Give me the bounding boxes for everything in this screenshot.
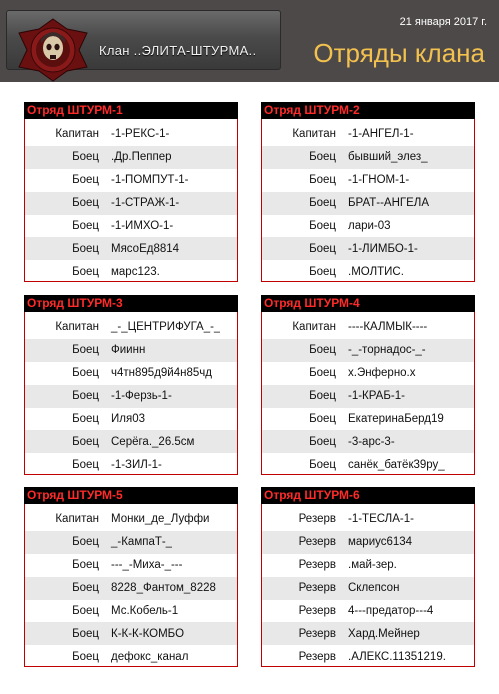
member-role: Боец	[72, 344, 99, 357]
page-header	[0, 0, 499, 82]
member-name: Серёга._26.5см	[111, 435, 195, 448]
member-name: .Др.Пеппер	[111, 151, 172, 164]
member-name: -_-торнадос-_-	[348, 344, 426, 357]
member-name: х.Энферно.х	[348, 367, 416, 380]
member-name: ---_-Миха-_---	[111, 559, 183, 572]
member-row	[262, 577, 474, 600]
member-role: Боец	[72, 151, 99, 164]
member-role: Боец	[72, 458, 99, 471]
member-row	[262, 316, 474, 339]
member-name: .АЛЕКС.11351219.	[348, 650, 446, 663]
member-name: Склепсон	[348, 582, 400, 595]
member-row	[25, 645, 237, 668]
member-row	[25, 237, 237, 260]
member-role: Боец	[309, 220, 336, 232]
member-row	[262, 237, 474, 260]
member-row	[262, 260, 474, 283]
member-role: Боец	[72, 242, 99, 255]
member-name: мариус6134	[348, 536, 413, 549]
squad-title: Отряд ШТУРМ-1	[24, 102, 238, 119]
member-role: Боец	[72, 390, 99, 403]
member-row	[25, 146, 237, 169]
member-role: Боец	[309, 367, 336, 380]
member-role: Боец	[72, 605, 99, 617]
member-name: санёк_батёк39ру_	[348, 458, 445, 471]
member-row	[25, 600, 237, 623]
member-name: -1-РЕКС-1-	[111, 128, 170, 141]
member-name: БРАТ--АНГЕЛА	[348, 197, 429, 210]
member-row	[25, 453, 237, 476]
member-role: Боец	[72, 220, 99, 232]
member-role: Резерв	[298, 627, 336, 640]
member-row	[25, 622, 237, 645]
member-name: дефокс_канал	[111, 650, 189, 663]
member-row	[262, 192, 474, 215]
member-name: бывший_элез_	[348, 151, 428, 164]
member-row	[262, 453, 474, 476]
member-name: -1-КРАБ-1-	[348, 390, 405, 403]
member-role: Боец	[309, 197, 336, 210]
member-row	[262, 645, 474, 668]
member-name: Монки_де_Луффи	[111, 513, 210, 526]
member-row	[25, 260, 237, 283]
member-name: ЕкатеринаБерд19	[348, 413, 444, 425]
member-role: Капитан	[55, 321, 99, 334]
member-name: -1-ЗИЛ-1-	[111, 458, 162, 471]
member-row	[262, 430, 474, 453]
member-name: -1-АНГЕЛ-1-	[348, 128, 414, 141]
member-role: Боец	[72, 174, 99, 187]
member-row	[25, 385, 237, 408]
member-role: Резерв	[298, 513, 336, 526]
member-row	[25, 577, 237, 600]
member-name: -1-ГНОМ-1-	[348, 174, 410, 187]
member-name: 8228_Фантом_8228	[111, 582, 216, 595]
member-row	[25, 508, 237, 531]
member-row	[262, 169, 474, 192]
member-row	[25, 192, 237, 215]
member-role: Боец	[309, 344, 336, 357]
squad-member-list	[261, 504, 475, 667]
member-row	[25, 408, 237, 431]
member-row	[262, 339, 474, 362]
member-name: _-КампаТ-_	[111, 536, 173, 549]
member-name: К-К-К-КОМБО	[111, 627, 185, 640]
member-role: Боец	[72, 413, 99, 425]
member-row	[262, 362, 474, 385]
member-row	[262, 531, 474, 554]
member-name: Иля03	[111, 413, 145, 425]
squad-title: Отряд ШТУРМ-5	[24, 487, 238, 504]
squad-member-list	[24, 312, 238, 475]
member-role: Боец	[309, 242, 336, 255]
member-role: Резерв	[298, 536, 336, 549]
squad-card	[261, 295, 475, 475]
member-role: Боец	[72, 197, 99, 210]
squad-card	[24, 295, 238, 475]
squad-card	[261, 102, 475, 282]
member-row	[262, 622, 474, 645]
member-role: Боец	[72, 559, 99, 572]
member-row	[262, 385, 474, 408]
squad-title: Отряд ШТУРМ-2	[261, 102, 475, 119]
member-row	[25, 554, 237, 577]
member-row	[262, 123, 474, 146]
member-role: Боец	[309, 458, 336, 471]
member-row	[262, 146, 474, 169]
member-role: Боец	[72, 536, 99, 549]
member-name: Фиинн	[111, 344, 146, 357]
member-role: Резерв	[298, 559, 336, 572]
member-row	[25, 339, 237, 362]
member-role: Боец	[72, 265, 99, 278]
member-row	[262, 600, 474, 623]
member-row	[262, 508, 474, 531]
member-name: _-_ЦЕНТРИФУГА_-_	[111, 321, 221, 334]
squad-title: Отряд ШТУРМ-4	[261, 295, 475, 312]
member-name: .май-зер.	[348, 559, 397, 572]
member-role: Капитан	[292, 321, 336, 334]
member-name: -1-ПОМПУТ-1-	[111, 174, 189, 187]
member-role: Боец	[72, 627, 99, 640]
squad-member-list	[24, 504, 238, 667]
date-label: 21 января 2017 г.	[399, 16, 487, 28]
member-name: -3-арс-3-	[348, 435, 395, 448]
squad-member-list	[24, 119, 238, 282]
member-row	[25, 316, 237, 339]
member-row	[262, 554, 474, 577]
squads-panel	[0, 82, 499, 694]
squad-card	[24, 102, 238, 282]
clan-banner	[6, 10, 281, 70]
member-name: 4---предатор---4	[348, 605, 434, 617]
member-role: Резерв	[298, 650, 336, 663]
squad-title: Отряд ШТУРМ-3	[24, 295, 238, 312]
member-role: Резерв	[298, 605, 336, 617]
member-row	[25, 123, 237, 146]
member-role: Боец	[309, 174, 336, 187]
member-name: МясоЕд8814	[111, 242, 180, 255]
skull-emblem-icon	[15, 17, 91, 83]
squad-member-list	[261, 312, 475, 475]
member-role: Боец	[72, 435, 99, 448]
member-role: Боец	[72, 367, 99, 380]
member-row	[25, 169, 237, 192]
squad-member-list	[261, 119, 475, 282]
member-row	[25, 215, 237, 238]
member-name: Хард.Мейнер	[348, 627, 420, 640]
page-title: Отряды клана	[313, 38, 485, 68]
member-name: ч4тн895д9й4н85чд	[111, 367, 212, 380]
member-name: .МОЛТИС.	[348, 265, 404, 278]
member-role: Капитан	[55, 513, 99, 526]
squad-card	[24, 487, 238, 667]
member-role: Капитан	[55, 128, 99, 141]
member-name: -1-Ферзь-1-	[111, 390, 172, 403]
member-role: Боец	[309, 265, 336, 278]
member-row	[262, 215, 474, 238]
member-role: Боец	[309, 390, 336, 403]
member-name: ----КАЛМЫК----	[348, 321, 428, 334]
squad-card	[261, 487, 475, 667]
member-role: Боец	[72, 650, 99, 663]
member-role: Капитан	[292, 128, 336, 141]
member-name: -1-ЛИМБО-1-	[348, 242, 418, 255]
member-name: Мс.Кобель-1	[111, 605, 179, 617]
squad-title: Отряд ШТУРМ-6	[261, 487, 475, 504]
member-name: марс123.	[111, 265, 160, 278]
member-role: Боец	[72, 582, 99, 595]
member-role: Боец	[309, 151, 336, 164]
member-row	[262, 408, 474, 431]
member-row	[25, 531, 237, 554]
member-name: -1-СТРАЖ-1-	[111, 197, 180, 210]
member-name: -1-ИМХО-1-	[111, 220, 174, 232]
member-role: Боец	[309, 413, 336, 425]
member-row	[25, 362, 237, 385]
member-name: лари-03	[348, 220, 391, 232]
member-role: Боец	[309, 435, 336, 448]
member-role: Резерв	[298, 582, 336, 595]
member-row	[25, 430, 237, 453]
member-name: -1-ТЕСЛА-1-	[348, 513, 414, 526]
clan-label: Клан ..ЭЛИТА-ШТУРМА..	[99, 43, 257, 58]
